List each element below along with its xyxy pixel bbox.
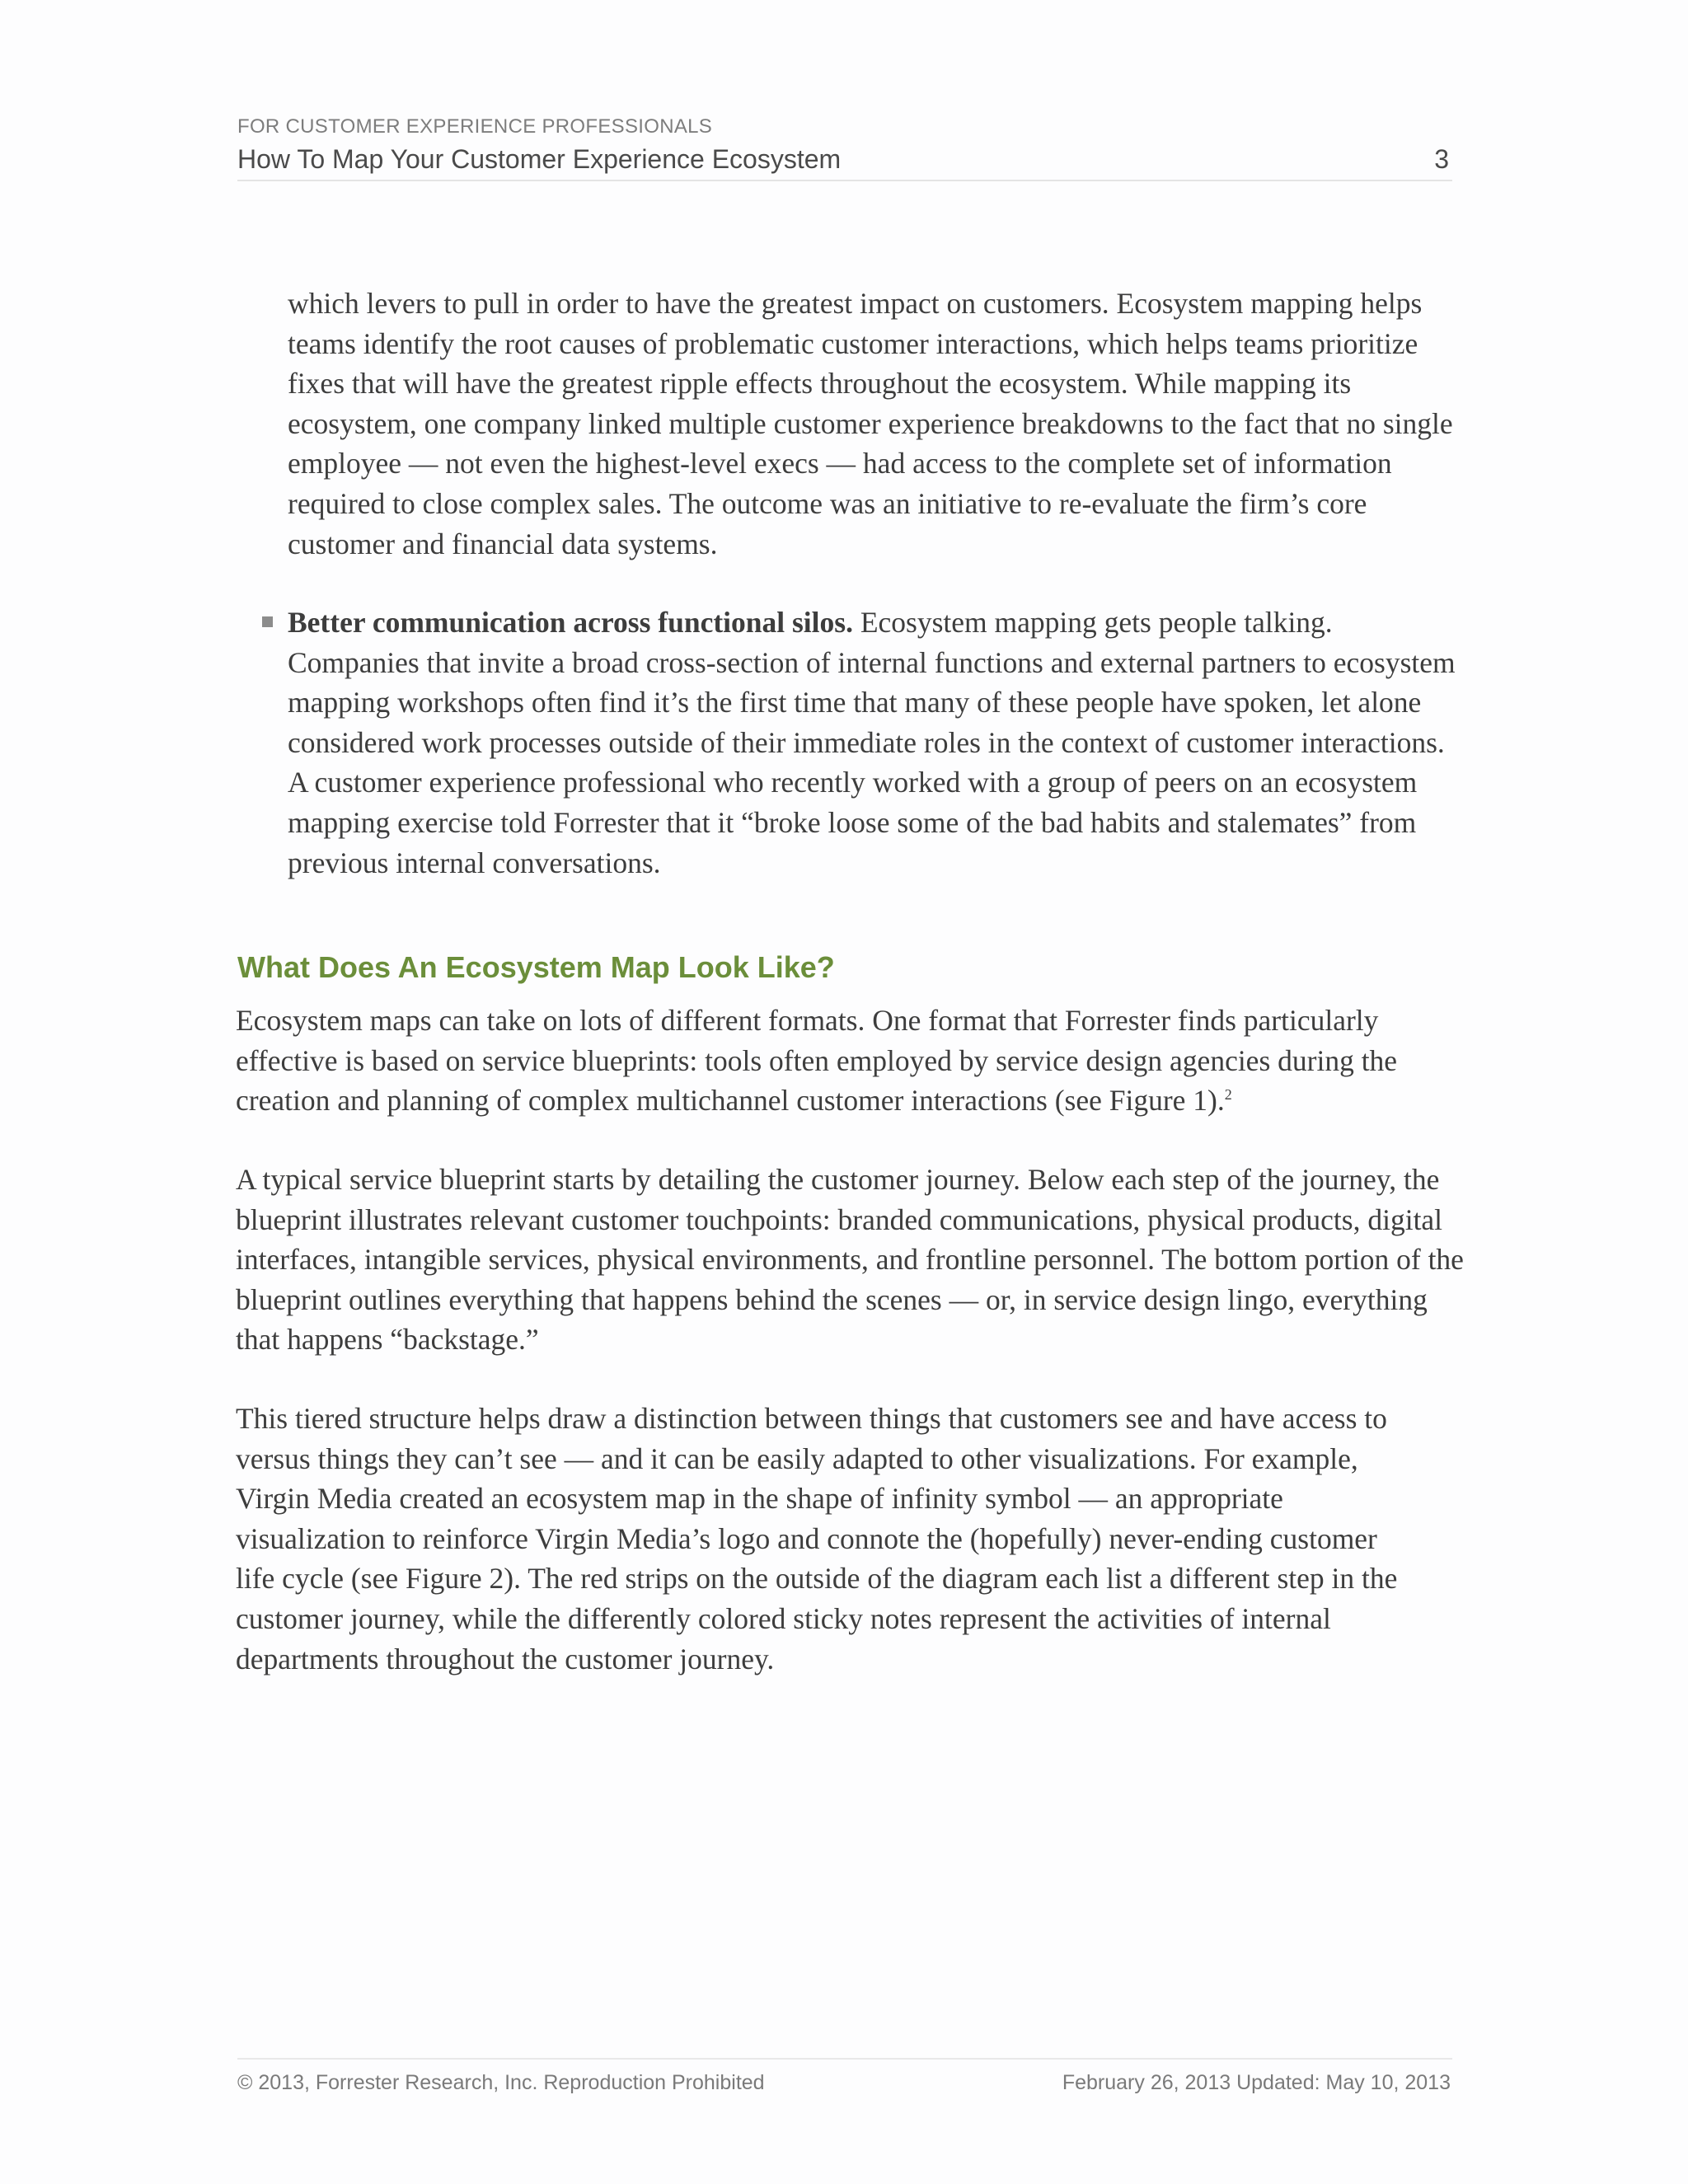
bullet-item	[288, 602, 1466, 883]
bullet-marker-icon	[262, 616, 273, 627]
page-number: 3	[1434, 144, 1449, 174]
section-paragraph-1	[236, 1001, 1472, 1121]
footer-dates: February 26, 2013 Updated: May 10, 2013	[1062, 2071, 1451, 2094]
section-paragraph-1-text: Ecosystem maps can take on lots of different formats. One format that Forrester finds particularly effective is based on service blueprints: tools often employed by service design agencies during the creation and planning of complex multichannel customer interactions (see Figure 1).	[236, 1004, 1398, 1118]
footer-copyright: © 2013, Forrester Research, Inc. Reproduction Prohibited	[237, 2071, 765, 2094]
header-kicker: FOR CUSTOMER EXPERIENCE PROFESSIONALS	[237, 115, 713, 138]
document-title: How To Map Your Customer Experience Ecosystem	[237, 144, 842, 174]
section-heading: What Does An Ecosystem Map Look Like?	[237, 950, 835, 984]
continued-paragraph: which levers to pull in order to have the greatest impact on customers. Ecosystem mapping helps teams identify the root causes of problematic customer interactions, which helps teams prioritize fixes that will have the greatest ripple effects throughout the ecosystem. While mapping its ecosystem, one company linked multiple customer experience breakdowns to the fact that no single employee — not even the highest-level execs — had access to the complete set of information required to close complex sales. The outcome was an initiative to re-evaluate the firm’s core customer and financial data systems.	[288, 287, 1453, 560]
footnote-marker: 2	[1224, 1086, 1232, 1104]
bullet-lead: Better communication across functional silos.	[288, 606, 853, 639]
page-footer	[237, 2058, 1452, 2101]
page-header	[237, 115, 1452, 181]
section-paragraph-2: A typical service blueprint starts by detailing the customer journey. Below each step of the journey, the blueprint illustrates relevant customer touchpoints: branded communications, physical products, digital interfaces, intangible services, physical environments, and frontline personnel. The bottom portion of the blueprint outlines everything that happens behind the scenes — or, in service design lingo, everything that happens “backstage.”	[236, 1163, 1464, 1357]
section-paragraph-3: This tiered structure helps draw a distinction between things that customers see and have access to versus things they can’t see — and it can be easily adapted to other visualizations. For example, Virgin Media created an ecosystem map in the shape of infinity symbol — an appropriate visualization to reinforce Virgin Media’s logo and connote the (hopefully) never-ending customer life cycle (see Figure 2). The red strips on the outside of the diagram each list a different step in the customer journey, while the differently colored sticky notes represent the activities of internal departments throughout the customer journey.	[236, 1402, 1398, 1675]
bullet-text: Ecosystem mapping gets people talking. Companies that invite a broad cross-section of internal functions and external partners to ecosystem mapping workshops often find it’s the first time that many of these people have spoken, let alone considered work processes outside of their immediate roles in the context of customer interactions. A customer experience professional who recently worked with a group of peers on an ecosystem mapping exercise told Forrester that it “broke loose some of the bad habits and stalemates” from previous internal conversations.	[288, 606, 1456, 879]
